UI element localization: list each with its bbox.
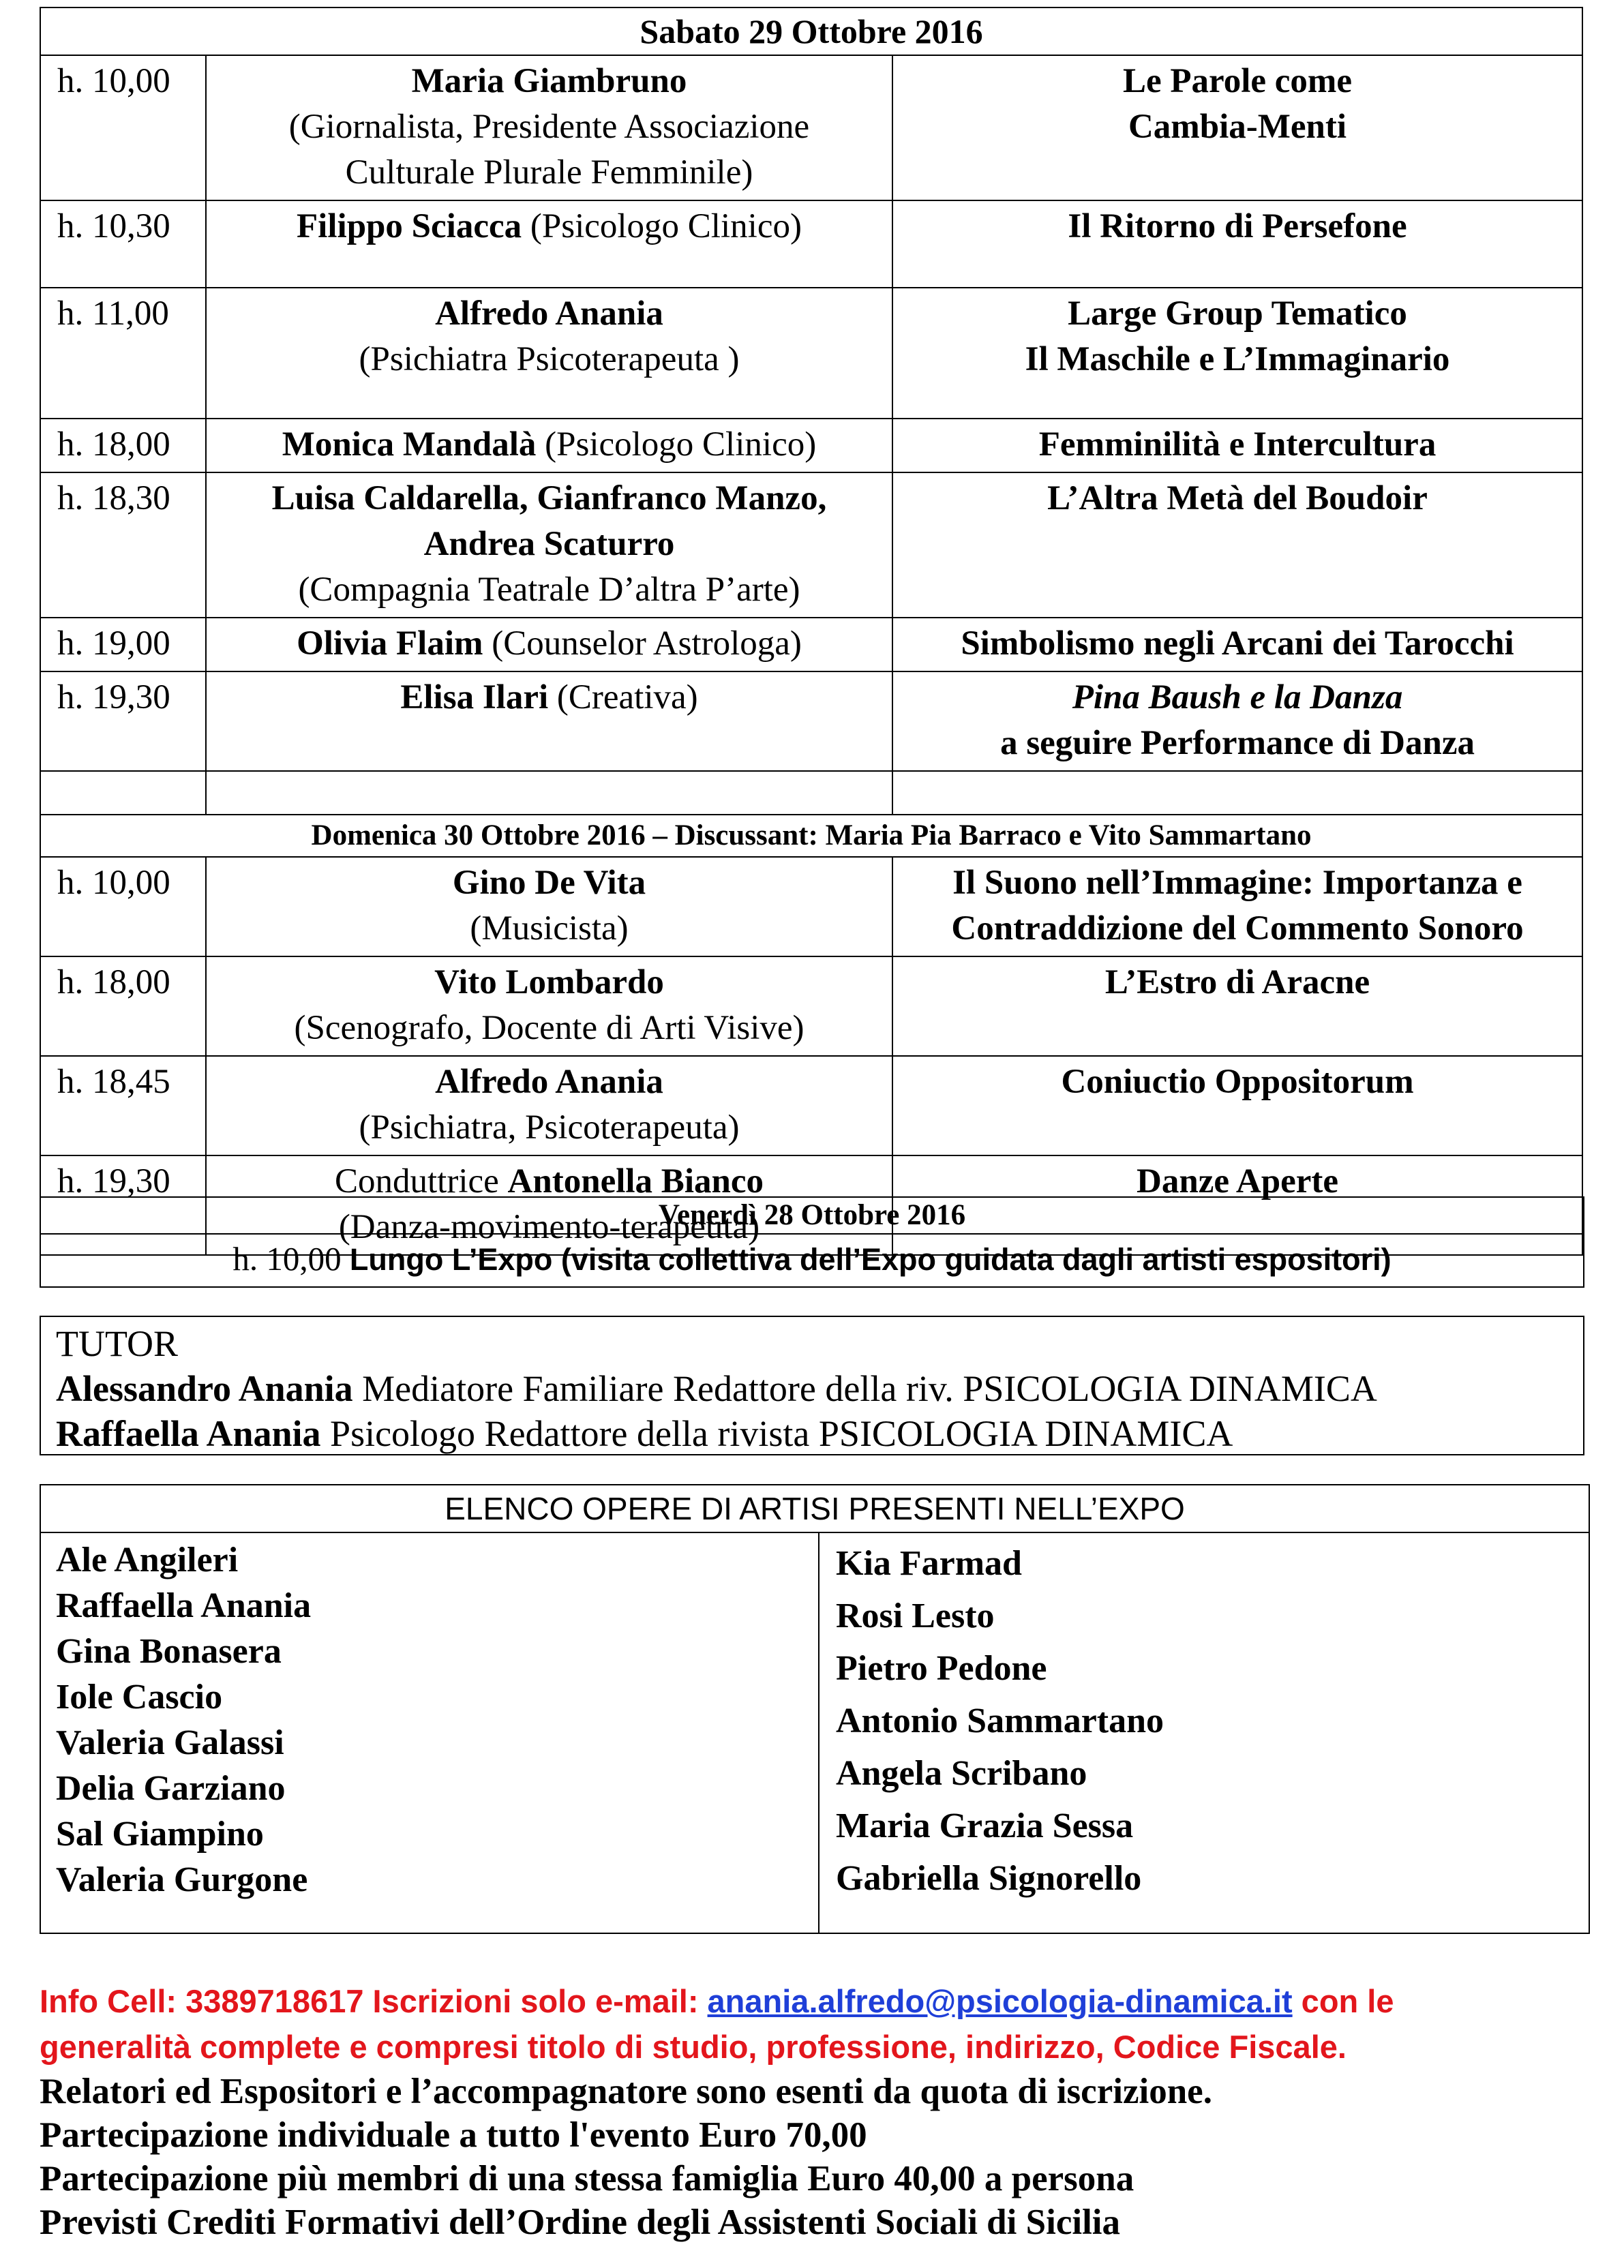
tutor-desc: Psicologo Redattore della rivista PSICOLOGIA DINAMICA [320,1413,1233,1454]
empty-cell [892,771,1582,815]
time-cell: h. 18,00 [40,419,206,472]
tutor-name: Raffaella Anania [56,1413,321,1454]
artist-name: Valeria Gurgone [56,1860,308,1899]
artist-name: Sal Giampino [56,1815,264,1854]
artist-list-left [41,1533,819,1933]
speaker-name: Alfredo Anania [435,1063,663,1101]
tutor-person [56,1366,1583,1411]
schedule-row [40,857,1582,956]
time-cell: h. 10,00 [40,857,206,956]
artist-name: Kia Farmad [836,1544,1022,1583]
talk-title: Danze Aperte [892,1155,1582,1255]
speaker-cell [206,419,892,472]
tutor-name: Alessandro Anania [56,1368,353,1409]
email-link[interactable]: anania.alfredo@psicologia-dinamica.it [707,1983,1293,2019]
friday-time: h. 10,00 [232,1240,350,1277]
speaker-name: Luisa Caldarella, Gianfranco Manzo, [271,479,827,517]
info-line: Previsti Crediti Formativi dell’Ordine degli Assistenti Sociali di Sicilia [40,2203,1121,2242]
schedule-row [40,1056,1582,1155]
artist-name: Pietro Pedone [836,1649,1047,1688]
saturday-header: Sabato 29 Ottobre 2016 [40,7,1582,55]
time-cell: h. 10,30 [40,200,206,288]
artist-name: Gina Bonasera [56,1632,282,1671]
speaker-name: Alfredo Anania [435,294,663,333]
contact-text: con le [1292,1983,1394,2019]
artist-name: Antonio Sammartano [836,1702,1164,1740]
artist-name: Delia Garziano [56,1769,286,1808]
talk-title: Cambia-Menti [1128,108,1347,146]
speaker-cell [206,288,892,419]
friday-header: Venerdì 28 Ottobre 2016 [41,1198,1583,1235]
speaker-role: (Compagnia Teatrale D’altra P’arte) [298,571,800,609]
friday-line [41,1235,1583,1284]
speaker-role: (Scenografo, Docente di Arti Visive) [294,1009,805,1047]
speaker-cell [206,200,892,288]
artist-name: Maria Grazia Sessa [836,1806,1134,1845]
talk-title: Le Parole come [1122,62,1353,100]
time-cell: h. 18,30 [40,472,206,618]
speaker-role: Culturale Plurale Femminile) [345,153,753,192]
tutor-desc: Mediatore Familiare Redattore della riv. PSICOLOGIA DINAMICA [352,1368,1377,1409]
info-line: Relatori ed Espositori e l’accompagnatore sono esenti da quota di iscrizione. [40,2072,1212,2111]
speaker-role: (Danza-movimento-terapeuta) [338,1208,760,1246]
tutor-box [40,1316,1584,1455]
talk-title-cell [892,671,1582,771]
artist-name: Raffaella Anania [56,1586,312,1625]
schedule-row [40,671,1582,771]
tutor-person [56,1411,1583,1456]
schedule-row [40,288,1582,419]
talk-title: Coniuctio Oppositorum [892,1056,1582,1155]
time-cell: h. 19,30 [40,671,206,771]
sunday-header: Domenica 30 Ottobre 2016 – Discussant: Maria Pia Barraco e Vito Sammartano [40,815,1582,857]
friday-box [40,1196,1584,1288]
speaker-cell [206,1056,892,1155]
contact-line [40,1978,1594,2024]
artist-name: Iole Cascio [56,1678,223,1717]
time-cell: h. 18,00 [40,956,206,1056]
contact-text: Info Cell: 3389718617 Iscrizioni solo e-mail: [40,1983,708,2019]
sunday-header-row [40,815,1582,857]
talk-title: L’Altra Metà del Boudoir [892,472,1582,618]
speaker-cell [206,618,892,671]
artist-name: Rosi Lesto [836,1597,995,1635]
speaker-name: Andrea Scaturro [423,525,675,563]
tutor-title: TUTOR [56,1323,179,1364]
speaker-cell [206,55,892,200]
saturday-header-row [40,7,1582,55]
talk-title: Simbolismo negli Arcani dei Tarocchi [892,618,1582,671]
speaker-name: Vito Lombardo [434,963,664,1001]
artist-name: Gabriella Signorello [836,1859,1142,1898]
schedule-row [40,419,1582,472]
speaker-name: Antonella Bianco [507,1162,764,1200]
speaker-prefix: Conduttrice [335,1162,508,1200]
speaker-name: Gino De Vita [452,864,646,902]
time-cell: h. 19,30 [40,1155,206,1255]
time-cell: h. 10,00 [40,55,206,200]
schedule-row [40,618,1582,671]
artist-name: Ale Angileri [56,1541,239,1579]
schedule-row [40,200,1582,288]
speaker-role: (Psichiatra, Psicoterapeuta) [359,1108,740,1147]
schedule-table [40,7,1583,1256]
speaker-role: (Psichiatra Psicoterapeuta ) [359,340,740,378]
empty-cell [206,771,892,815]
time-cell: h. 19,00 [40,618,206,671]
info-section [40,1978,1594,2244]
empty-cell [40,771,206,815]
talk-title: Il Ritorno di Persefone [892,200,1582,288]
talk-title: Femminilità e Intercultura [892,419,1582,472]
speaker-role: (Musicista) [470,909,629,948]
time-cell: h. 11,00 [40,288,206,419]
talk-title-italic: Pina Baush e la Danza [1072,678,1403,716]
speaker-name: Elisa Ilari [400,678,549,716]
expo-box [40,1484,1590,1934]
speaker-name: Monica Mandalà [282,425,537,464]
speaker-name: Olivia Flaim [297,624,483,663]
talk-title: Il Suono nell’Immagine: Importanza e [952,864,1522,902]
speaker-role: (Psicologo Clinico) [536,425,817,464]
time-cell: h. 18,45 [40,1056,206,1155]
speaker-name: Maria Giambruno [411,62,687,100]
schedule-row [40,472,1582,618]
talk-title-cell [892,288,1582,419]
speaker-role: (Counselor Astrologa) [483,624,802,663]
talk-title: Il Maschile e L’Immaginario [1025,340,1450,378]
blank-row [40,771,1582,815]
friday-text: Lungo L’Expo (visita collettiva dell’Expo guidata dagli artisti espositori) [349,1242,1392,1277]
speaker-name: Filippo Sciacca [297,207,522,245]
speaker-role: (Psicologo Clinico) [522,207,802,245]
talk-title-cell [892,857,1582,956]
artist-list-right [819,1533,1589,1933]
speaker-role: (Creativa) [548,678,698,716]
artist-name: Angela Scribano [836,1754,1087,1793]
info-line: Partecipazione individuale a tutto l'evento Euro 70,00 [40,2115,867,2155]
contact-line: generalità complete e compresi titolo di studio, professione, indirizzo, Codice Fiscale. [40,2029,1347,2065]
talk-title: L’Estro di Aracne [892,956,1582,1056]
artist-name: Valeria Galassi [56,1723,284,1762]
speaker-cell [206,472,892,618]
talk-title: a seguire Performance di Danza [1000,724,1475,762]
talk-title: Large Group Tematico [1068,294,1407,333]
speaker-cell [206,857,892,956]
expo-header: ELENCO OPERE DI ARTISI PRESENTI NELL’EXPO [41,1485,1589,1533]
speaker-role: (Giornalista, Presidente Associazione [288,108,810,146]
talk-title: Contraddizione del Commento Sonoro [951,909,1524,948]
schedule-row [40,956,1582,1056]
speaker-cell [206,956,892,1056]
speaker-cell [206,671,892,771]
info-line: Partecipazione più membri di una stessa famiglia Euro 40,00 a persona [40,2159,1134,2198]
schedule-row [40,55,1582,200]
talk-title-cell [892,55,1582,200]
